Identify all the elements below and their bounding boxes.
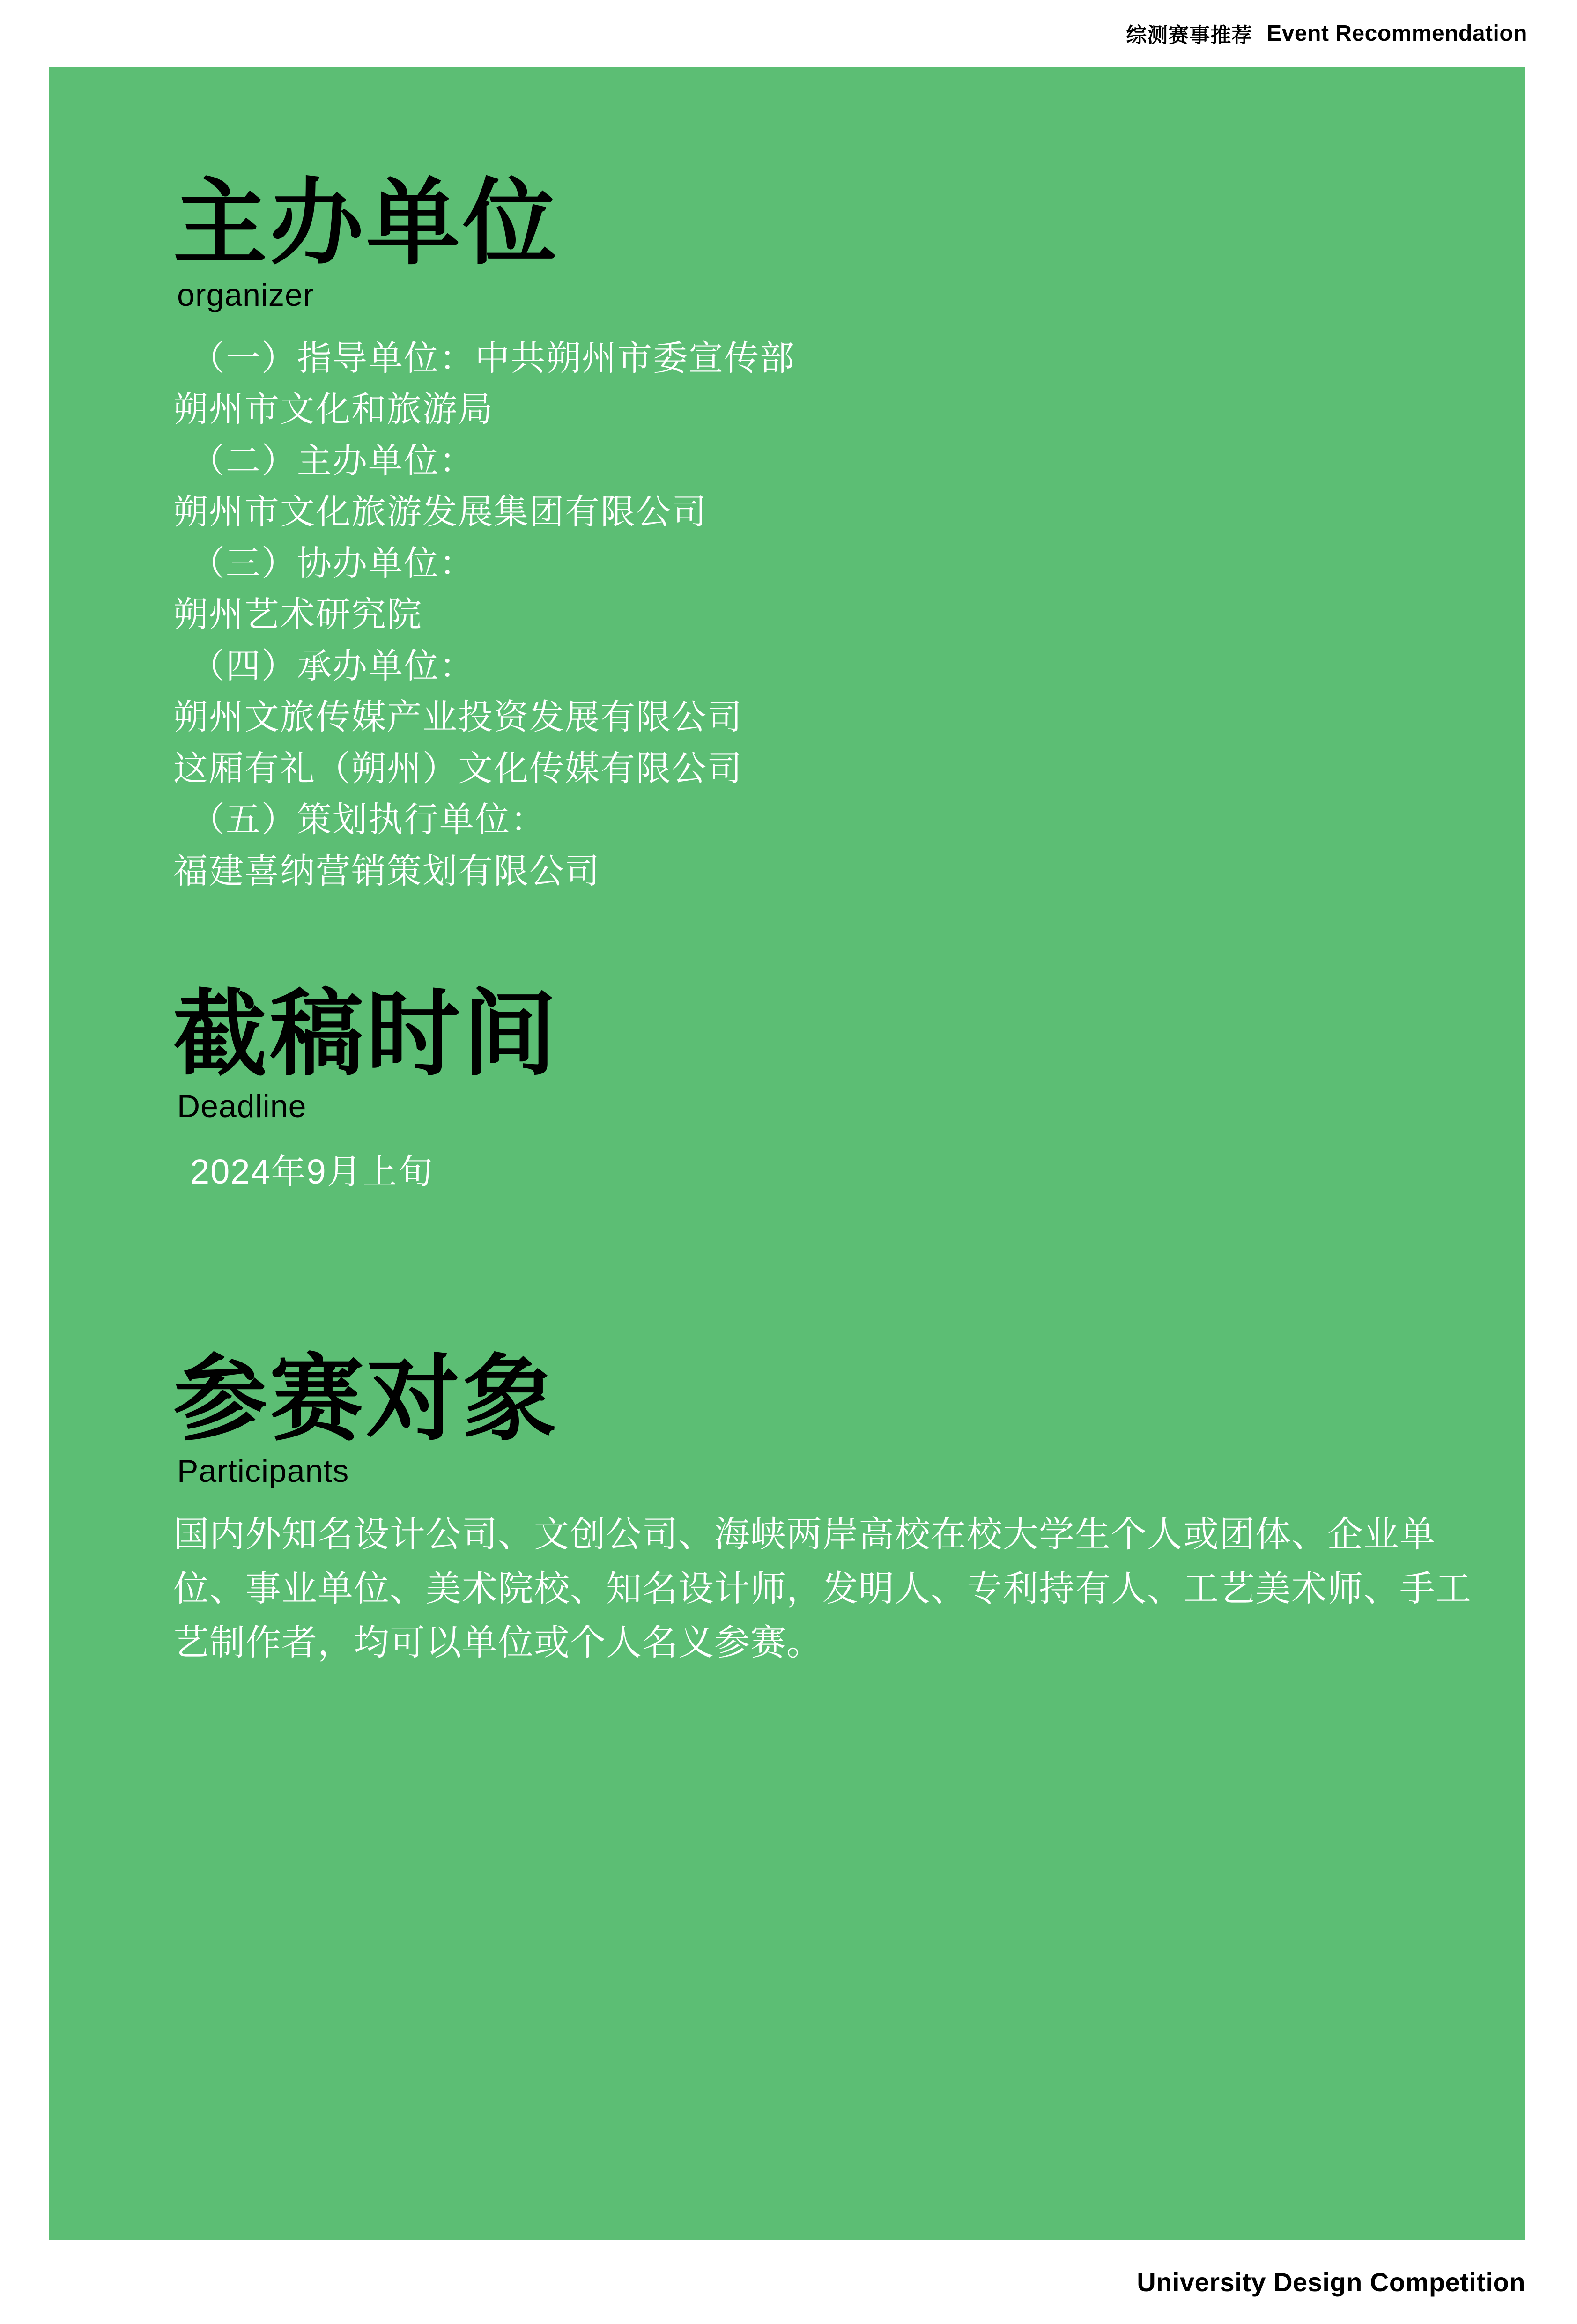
organizer-title-cn: 主办单位 [173,169,560,278]
section-organizer [173,169,1525,896]
deadline-value: 2024年9月上旬 [190,1152,434,1191]
participants-description: 国内外知名设计公司、文创公司、海峡两岸高校在校大学生个人或团体、企业单位、事业单位、美术院校、知名设计师，发明人、专利持有人、工艺美术师、手工艺制作者，均可以单位或个人名义参赛。 [173,1515,1472,1663]
list-item: 朔州艺术研究院 [173,595,422,634]
top-header-bar [0,0,1577,67]
list-item: 朔州文旅传媒产业投资发展有限公司 [173,697,743,737]
participants-title-cn: 参赛对象 [173,1345,560,1454]
list-item: 福建喜纳营销策划有限公司 [173,851,600,890]
deadline-title-cn: 截稿时间 [173,980,560,1089]
list-item: （一）指导单位：中共朔州市委宣传部 [190,338,795,377]
bottom-footer-bar [0,2240,1577,2324]
poster-content [49,67,1525,1670]
section-deadline [173,980,1525,1196]
list-item: （五）策划执行单位： [190,800,546,839]
participants-title-en: Participants [177,1453,349,1489]
organizer-title-en: organizer [177,277,314,313]
list-item: （三）协办单位： [190,543,475,583]
list-item: 朔州市文化和旅游局 [173,390,494,429]
footer-label: University Design Competition [1137,2267,1525,2297]
list-item: （四）承办单位： [190,646,475,685]
section-participants [173,1345,1525,1670]
header-chinese-label: 综测赛事推荐 [1126,24,1253,47]
poster-panel [49,67,1525,2240]
organizer-list [173,333,1525,897]
list-item: 朔州市文化旅游发展集团有限公司 [173,492,707,532]
list-item: （二）主办单位： [190,441,475,480]
list-item: 这厢有礼（朔州）文化传媒有限公司 [173,748,743,788]
deadline-title-en: Deadline [177,1088,307,1125]
header-english-label: Event Recommendation [1266,21,1527,46]
